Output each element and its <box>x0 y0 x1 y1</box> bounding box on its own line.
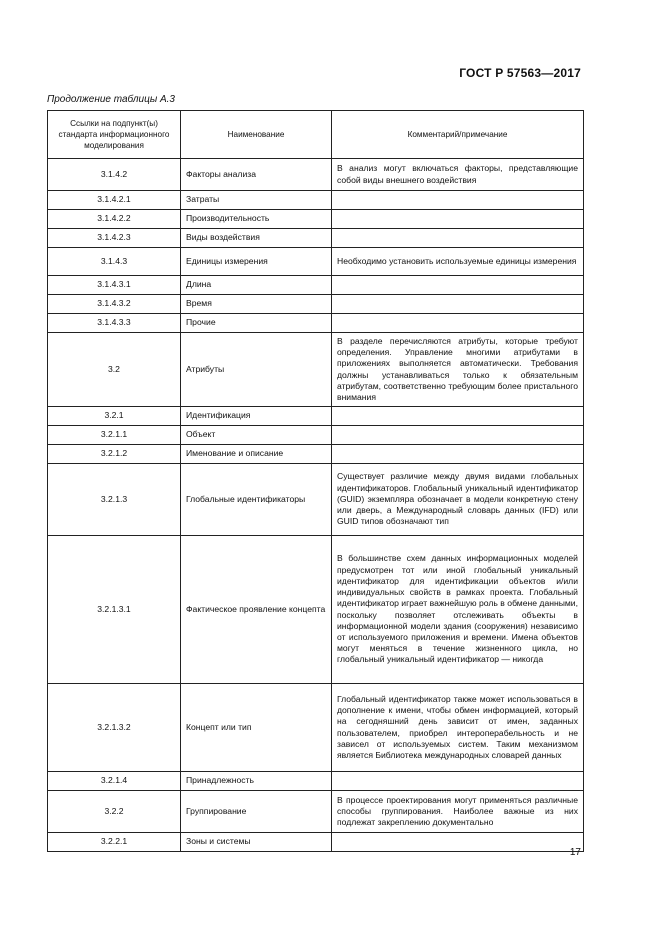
cell-name: Атрибуты <box>181 333 332 407</box>
page-number: 17 <box>569 847 581 858</box>
table-body <box>48 159 584 852</box>
table-row <box>48 791 584 833</box>
cell-comment: Глобальный идентификатор также может использоваться в дополнение к имени, чтобы обмен информацией, который на сегодняшний день зависит от имен, заданных пользователем, приобрел интероперабельность и не зависел от используемых систем. Таким механизмом является Библиотека международных словарей данных <box>332 684 584 772</box>
cell-comment <box>332 407 584 426</box>
cell-comment: В разделе перечисляются атрибуты, которые требуют определения. Управление многими атрибутами в приложениях выполняется автоматически. Требования должны устанавливаться только к обязательным атрибутам, соответственно требующим более пристального внимания <box>332 333 584 407</box>
table-row <box>48 276 584 295</box>
requirements-table <box>47 110 584 852</box>
table-row <box>48 333 584 407</box>
table-row <box>48 445 584 464</box>
cell-comment <box>332 191 584 210</box>
cell-comment <box>332 210 584 229</box>
table-row <box>48 464 584 536</box>
cell-ref: 3.2.1.3.1 <box>48 536 181 684</box>
table-row <box>48 210 584 229</box>
column-header-name: Наименование <box>181 111 332 159</box>
cell-name: Длина <box>181 276 332 295</box>
table-row <box>48 314 584 333</box>
cell-ref: 3.2.1.3 <box>48 464 181 536</box>
table-row <box>48 229 584 248</box>
cell-comment: В процессе проектирования могут применяться различные способы группирования. Наиболее важные из них подлежат закреплению документально <box>332 791 584 833</box>
cell-ref: 3.1.4.2.1 <box>48 191 181 210</box>
table-row <box>48 295 584 314</box>
cell-comment: Существует различие между двумя видами глобальных идентификаторов. Глобальный уникальный идентификатор (GUID) экземпляра обозначает в модели конкретную стену или дверь, а Международный словарь данных (IFD) или GUID типов обозначают тип <box>332 464 584 536</box>
cell-ref: 3.2 <box>48 333 181 407</box>
cell-comment <box>332 833 584 852</box>
cell-ref: 3.2.2 <box>48 791 181 833</box>
cell-ref: 3.2.1.4 <box>48 772 181 791</box>
cell-comment <box>332 276 584 295</box>
table-row <box>48 407 584 426</box>
table-row <box>48 191 584 210</box>
table-row <box>48 833 584 852</box>
cell-ref: 3.2.1.3.2 <box>48 684 181 772</box>
cell-name: Именование и описание <box>181 445 332 464</box>
cell-name: Время <box>181 295 332 314</box>
column-header-ref: Ссылки на подпункт(ы) стандарта информационного моделирования <box>48 111 181 159</box>
cell-ref: 3.1.4.3.1 <box>48 276 181 295</box>
cell-ref: 3.1.4.2.3 <box>48 229 181 248</box>
cell-ref: 3.1.4.2 <box>48 159 181 191</box>
table-row <box>48 248 584 276</box>
table-row <box>48 159 584 191</box>
table-header-row <box>48 111 584 159</box>
cell-name: Фактическое проявление концепта <box>181 536 332 684</box>
cell-comment: Необходимо установить используемые единицы измерения <box>332 248 584 276</box>
cell-ref: 3.1.4.3.3 <box>48 314 181 333</box>
table-caption: Продолжение таблицы А.3 <box>47 94 175 105</box>
column-header-comment: Комментарий/примечание <box>332 111 584 159</box>
table-row <box>48 536 584 684</box>
cell-ref: 3.1.4.3.2 <box>48 295 181 314</box>
cell-name: Прочие <box>181 314 332 333</box>
table-row <box>48 772 584 791</box>
cell-name: Единицы измерения <box>181 248 332 276</box>
cell-comment <box>332 445 584 464</box>
cell-comment <box>332 314 584 333</box>
table-row <box>48 426 584 445</box>
cell-name: Концепт или тип <box>181 684 332 772</box>
cell-comment: В большинстве схем данных информационных моделей предусмотрен тот или иной глобальный уникальный идентификатор для идентификации объектов и/или индивидуальных свойств в рамках проекта. Глобальный идентификатор играет важнейшую роль в обмене данными, поскольку позволяет отслеживать объекты в информационной модели здания (сооружения) независимо от используемого приложения и времени. Имена объектов могут меняться в течение жизненного цикла, но глобальный уникальный идентификатор — никогда <box>332 536 584 684</box>
cell-comment: В анализ могут включаться факторы, представляющие собой виды внешнего воздействия <box>332 159 584 191</box>
table-row <box>48 684 584 772</box>
cell-comment <box>332 426 584 445</box>
cell-name: Производительность <box>181 210 332 229</box>
cell-ref: 3.2.1.2 <box>48 445 181 464</box>
cell-ref: 3.1.4.2.2 <box>48 210 181 229</box>
cell-name: Глобальные идентификаторы <box>181 464 332 536</box>
document-code: ГОСТ Р 57563—2017 <box>459 66 581 80</box>
cell-name: Идентификация <box>181 407 332 426</box>
cell-name: Зоны и системы <box>181 833 332 852</box>
cell-ref: 3.1.4.3 <box>48 248 181 276</box>
cell-ref: 3.2.2.1 <box>48 833 181 852</box>
cell-name: Принадлежность <box>181 772 332 791</box>
cell-name: Объект <box>181 426 332 445</box>
cell-comment <box>332 295 584 314</box>
cell-name: Затраты <box>181 191 332 210</box>
cell-ref: 3.2.1 <box>48 407 181 426</box>
cell-name: Виды воздействия <box>181 229 332 248</box>
cell-comment <box>332 229 584 248</box>
cell-ref: 3.2.1.1 <box>48 426 181 445</box>
cell-comment <box>332 772 584 791</box>
cell-name: Группирование <box>181 791 332 833</box>
cell-name: Факторы анализа <box>181 159 332 191</box>
